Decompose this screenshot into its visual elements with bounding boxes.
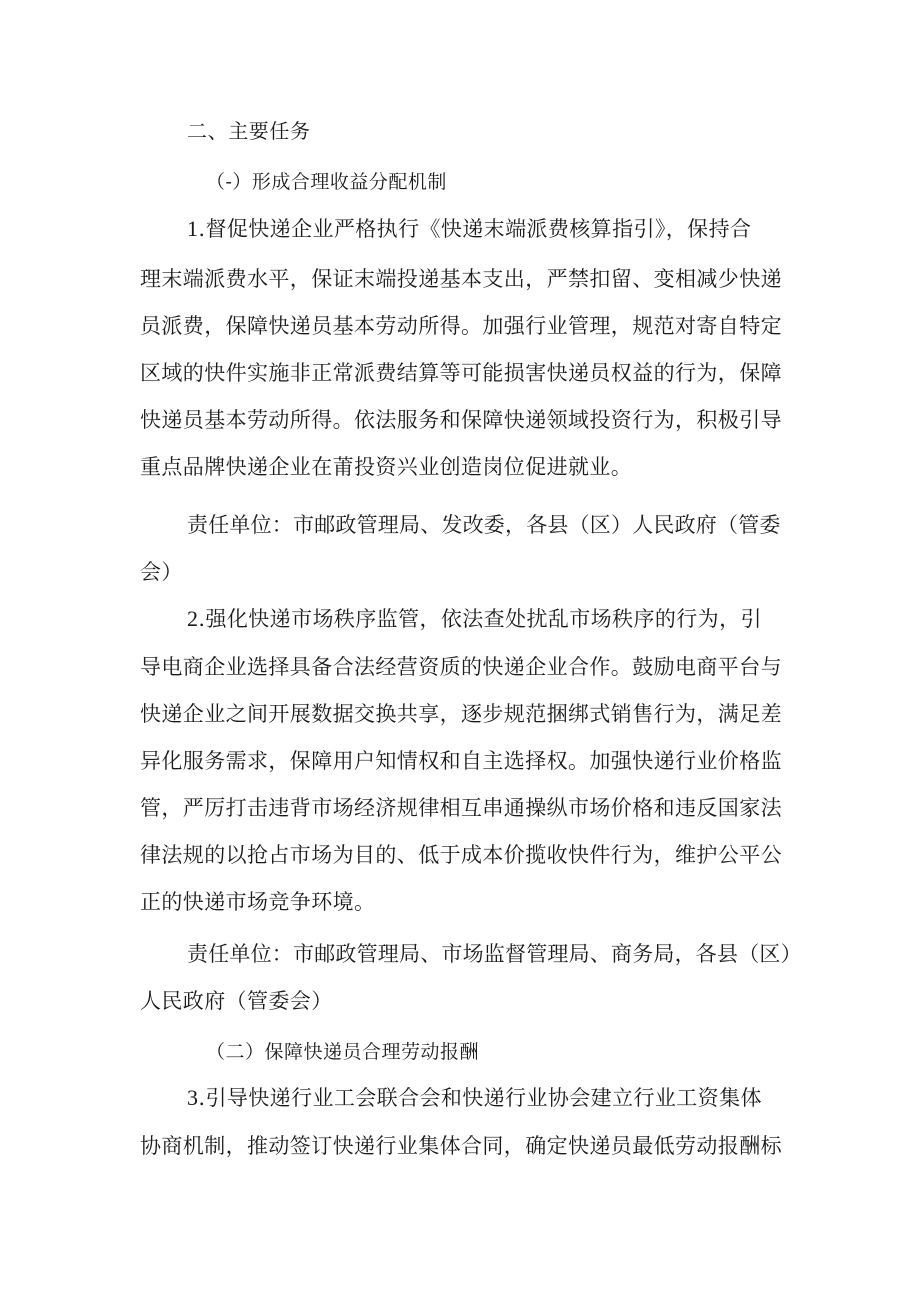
item-2-responsible-units: 责任单位：市邮政管理局、市场监督管理局、商务局，各县（区） [187, 942, 802, 966]
item-1-responsible-units-cont: 会） [140, 560, 183, 584]
subsection-heading-2: （二）保障快递员合理劳动报酬 [206, 1041, 480, 1063]
item-2-responsible-units-cont: 人民政府（管委会） [140, 989, 333, 1013]
item-2-line: 导电商企业选择具备合法经营资质的快递企业合作。鼓励电商平台与 [140, 655, 782, 679]
item-1-first-line [187, 214, 751, 244]
item-1-line: 重点品牌快递企业在莆投资兴业创造岗位促进就业。 [140, 455, 633, 479]
subsection-heading-1: （-）形成合理收益分配机制 [206, 171, 447, 193]
item-3-text: .引导快递行业工会联合会和快递行业协会建立行业工资集体 [198, 1086, 762, 1110]
item-2-line: 快递企业之间开展数据交换共享，逐步规范捆绑式销售行为，满足差 [140, 702, 782, 726]
item-1-responsible-units: 责任单位：市邮政管理局、发改委，各县（区）人民政府（管委 [187, 513, 781, 537]
item-2-line: 管，严厉打击违背市场经济规律相互串通操纵市场价格和违反国家法 [140, 796, 782, 820]
item-2-line: 异化服务需求，保障用户知情权和自主选择权。加强快递行业价格监 [140, 749, 782, 773]
item-1-number: 1 [187, 216, 199, 241]
item-3-first-line [187, 1083, 762, 1113]
item-2-first-line [187, 604, 762, 634]
item-1-line: 员派费，保障快递员基本劳动所得。加强行业管理，规范对寄自特定 [140, 314, 782, 338]
item-1-line: 理末端派费水平，保证末端投递基本支出，严禁扣留、变相减少快递 [140, 267, 782, 291]
item-1-text: .督促快递企业严格执行《快递末端派费核算指引》，保持合 [198, 217, 752, 241]
item-2-text: .强化快递市场秩序监管，依法查处扰乱市场秩序的行为，引 [198, 607, 762, 631]
item-1-line: 快递员基本劳动所得。依法服务和保障快递领域投资行为，积极引导 [140, 408, 782, 432]
section-heading: 二、主要任务 [187, 119, 311, 143]
item-2-number: 2 [187, 606, 199, 631]
item-3-line: 协商机制，推动签订快递行业集体合同，确定快递员最低劳动报酬标 [140, 1134, 782, 1158]
item-2-line: 律法规的以抢占市场为目的、低于成本价揽收快件行为，维护公平公 [140, 843, 782, 867]
item-2-line: 正的快递市场竞争环境。 [140, 890, 376, 914]
item-3-number: 3 [187, 1085, 199, 1110]
item-1-line: 区域的快件实施非正常派费结算等可能损害快递员权益的行为，保障 [140, 361, 782, 385]
